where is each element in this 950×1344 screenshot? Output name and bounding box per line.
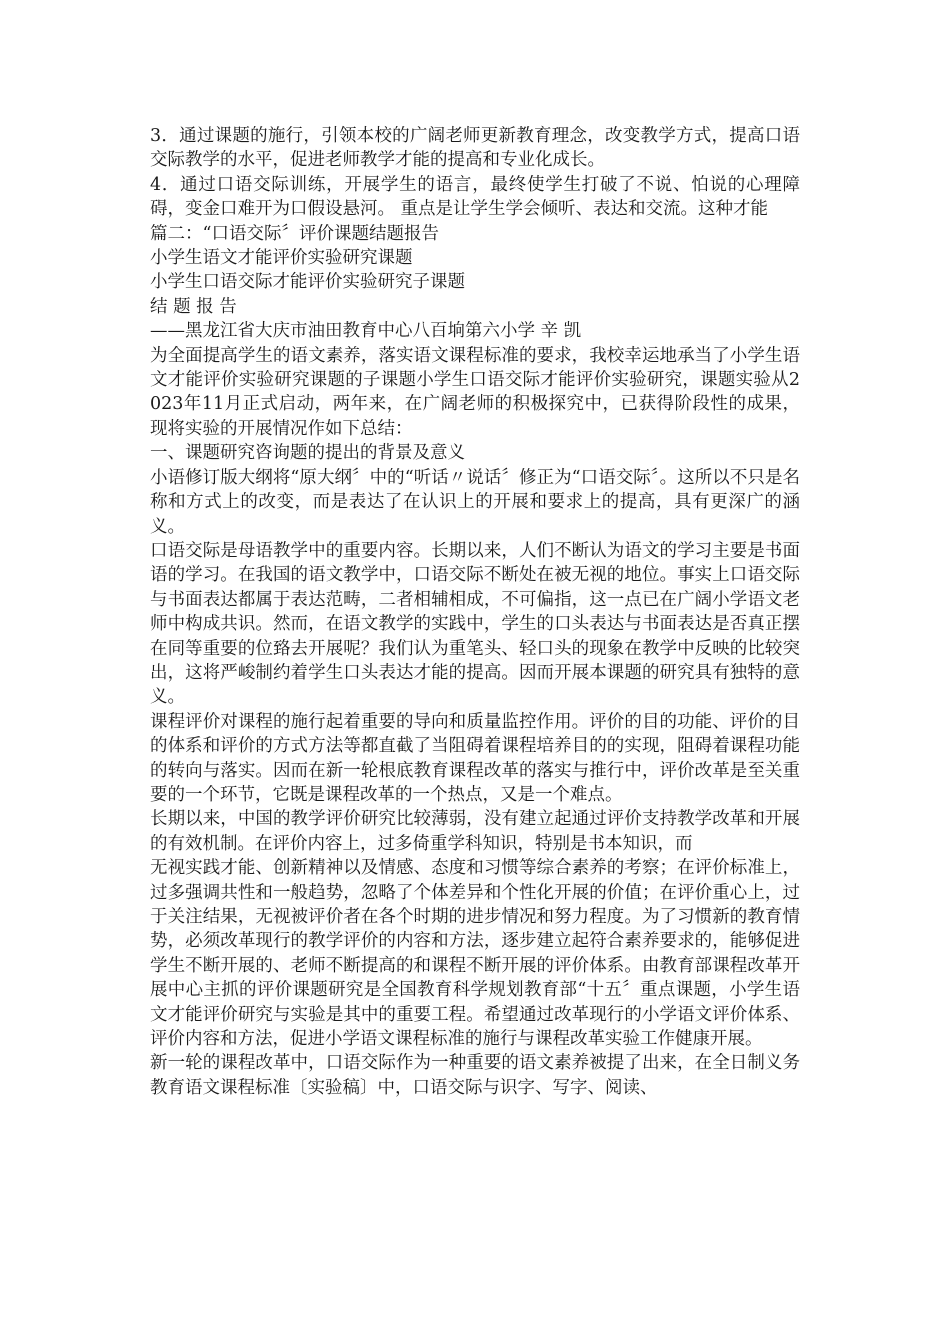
section-heading-part-two: 篇二：“口语交际〞评价课题结题报告	[150, 223, 439, 244]
paragraph-introduction: 为全面提高学生的语文素养，落实语文课程标准的要求，我校幸运地承当了小学生语文才能评价实验研究课题的子课题小学生口语交际才能评价实验研究，课题实验从2023年11月正式启动，两年来，在广阔老师的积极探究中，已获得阶段性的成果，现将实验的开展情况作如下总结：	[150, 345, 800, 439]
paragraph-syllabus: 小语修订版大纲将“原大纲〞中的“听话〃说话〞修正为“口语交际〞。这所以不只是名称和方式上的改变，而是表达了在认识上的开展和要求上的提高，具有更深广的涵义。	[150, 467, 800, 537]
subtitle-main-topic: 小学生语文才能评价实验研究课题	[150, 248, 413, 269]
paragraph-goal-3: 3．通过课题的施行，引领本校的广阔老师更新教育理念，改变教学方式，提高口语交际教学的水平，促进老师教学才能的提高和专业化成长。	[150, 126, 800, 171]
report-title: 结 题 报 告	[150, 296, 237, 317]
author-line: ——黑龙江省大庆市油田教育中心八百垧第六小学 辛 凯	[150, 321, 582, 342]
paragraph-long-term: 长期以来，中国的教学评价研究比较薄弱，没有建立起通过评价支持教学改革和开展的有效机制。在评价内容上，过多倚重学科知识，特别是书本知识，而	[150, 809, 800, 854]
document-page	[150, 124, 800, 1100]
paragraph-goal-4: 4．通过口语交际训练，开展学生的语言，最终使学生打破了不说、怕说的心理障碍，变金口难开为口假设悬河。 重点是让学生学会倾听、表达和交流。这种才能	[150, 174, 800, 220]
section-heading-background: 一、课题研究咨询题的提出的背景及意义	[150, 443, 465, 464]
paragraph-oral-communication: 口语交际是母语教学中的重要内容。长期以来，人们不断认为语文的学习主要是书面语的学习。在我国的语文教学中，口语交际不断处在被无视的地位。事实上口语交际与书面表达都属于表达范畴，二者相辅相成，不可偏指，这一点已在广阔小学语文老师中构成共识。然而，在语文教学的实践中，学生的口头表达与书面表达是否真正摆在同等重要的位臵去开展呢？我们认为重笔头、轻口头的现象在教学中反映的比较突出，这将严峻制约着学生口头表达才能的提高。因而开展本课题的研究具有独特的意义。	[150, 540, 800, 708]
paragraph-neglect: 无视实践才能、创新精神以及情感、态度和习惯等综合素养的考察；在评价标准上，过多强调共性和一般趋势，忽略了个体差异和个性化开展的价值；在评价重心上，过于关注结果，无视被评价者在各个时期的进步情况和努力程度。为了习惯新的教育情势，必须改革现行的教学评价的内容和方法，逐步建立起符合素养要求的，能够促进学生不断开展的、老师不断提高的和课程不断开展的评价体系。由教育部课程改革开展中心主抓的评价课题研究是全国教育科学规划教育部“十五〞重点课题，小学生语文才能评价研究与实验是其中的重要工程。希望通过改革现行的小学语文评价体系、评价内容和方法，促进小学语文课程标准的施行与课程改革实验工作健康开展。	[150, 858, 800, 1050]
paragraph-course-evaluation: 课程评价对课程的施行起着重要的导向和质量监控作用。评价的目的功能、评价的目的体系和评价的方式方法等都直截了当阻碍着课程培养目的的实现，阻碍着课程功能的转向与落实。因而在新一轮根底教育课程改革的落实与推行中，评价改革是至关重要的一个环节，它既是课程改革的一个热点，又是一个难点。	[150, 711, 800, 805]
paragraph-new-reform: 新一轮的课程改革中，口语交际作为一种重要的语文素养被提了出来，在全日制义务教育语文课程标准〔实验稿〕中，口语交际与识字、写字、阅读、	[150, 1053, 800, 1098]
subtitle-sub-topic: 小学生口语交际才能评价实验研究子课题	[150, 272, 465, 293]
